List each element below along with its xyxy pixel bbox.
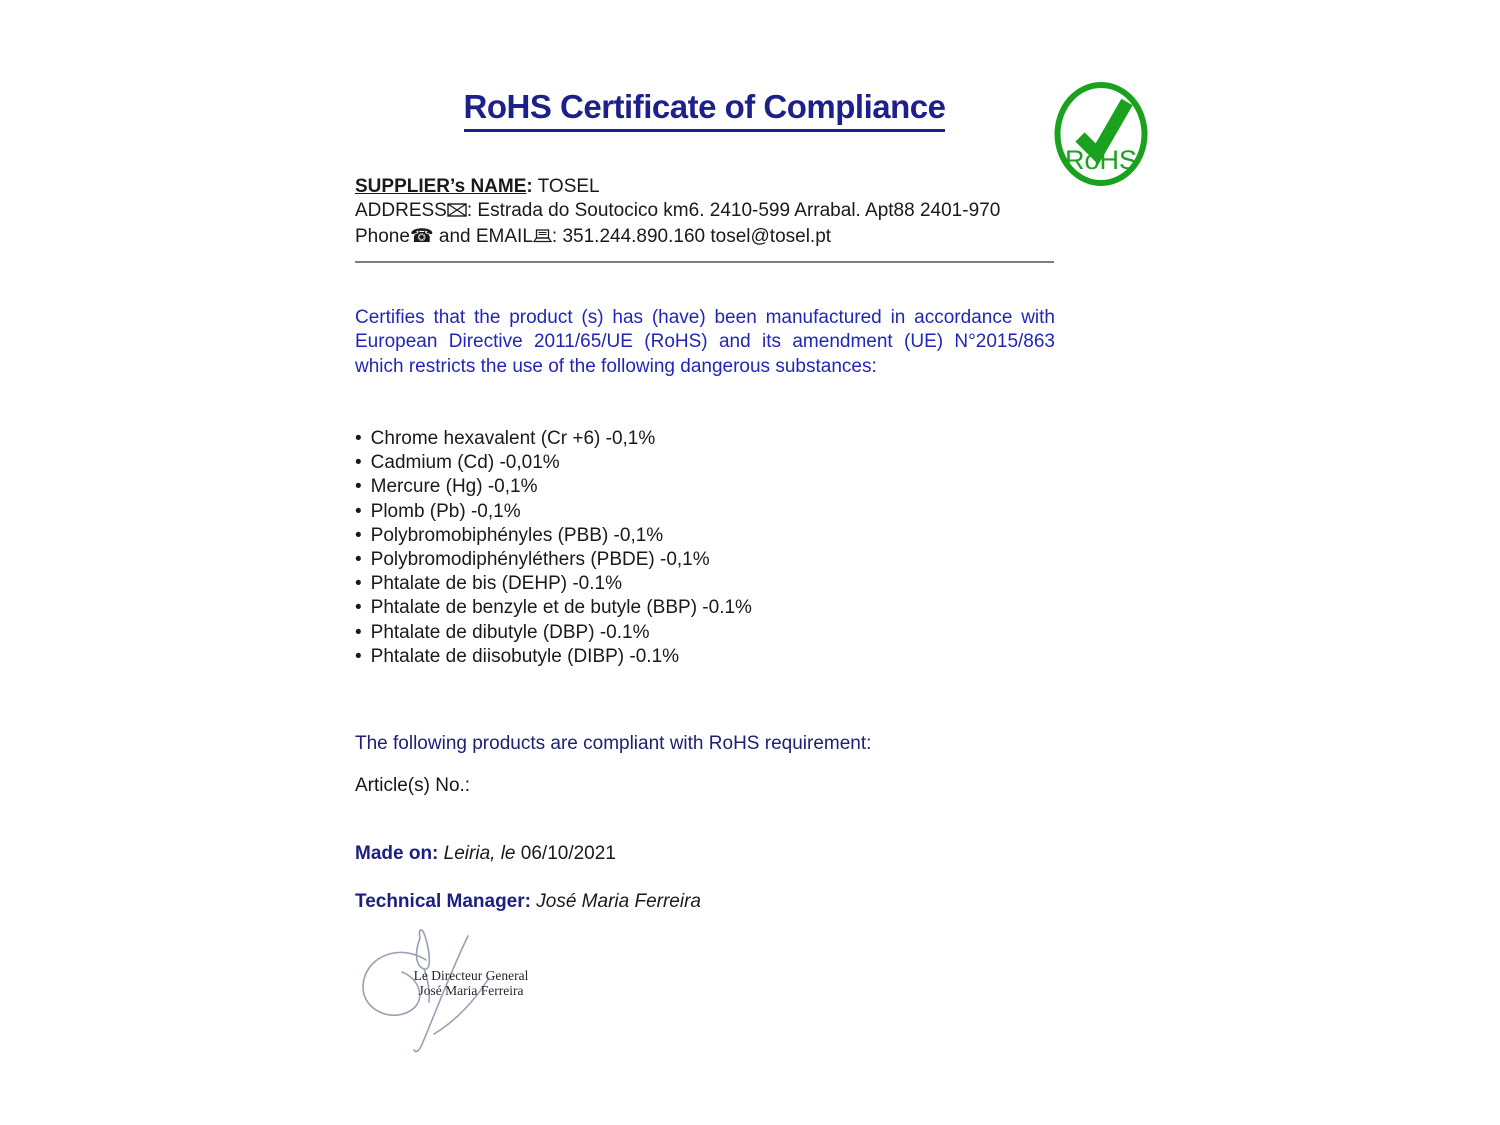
substance-item-text: Polybromobiphényles (PBB) -0,1% <box>370 524 664 546</box>
substances-list <box>355 427 1055 669</box>
articles-label: Article(s) No.: <box>355 775 471 796</box>
technical-manager-name: José Maria Ferreira <box>530 891 701 912</box>
substance-item <box>355 475 1055 499</box>
made-on-place: Leiria, le <box>438 843 516 864</box>
signature-line2: José Maria Ferreira <box>418 983 524 998</box>
substance-item-text: Phtalate de bis (DEHP) -0.1% <box>370 573 622 595</box>
substance-item <box>355 524 1055 548</box>
substance-item <box>355 596 1055 620</box>
supplier-name-label: SUPPLIER’s NAME <box>355 176 527 197</box>
page-title: RoHS Certificate of Compliance <box>464 88 946 132</box>
rohs-logo-label: RoHS <box>1064 145 1138 175</box>
substance-item <box>355 500 1055 524</box>
telephone-icon: ☎ <box>409 225 434 247</box>
substance-item-text: Plomb (Pb) -0,1% <box>370 500 521 522</box>
made-on-label: Made on: <box>355 843 439 864</box>
technical-manager-label: Technical Manager: <box>355 891 531 912</box>
title-block <box>355 88 1054 132</box>
compliance-statement: The following products are compliant with RoHS requirement: <box>355 733 872 754</box>
substance-item <box>355 548 1055 572</box>
address-value: : Estrada do Soutocico km6. 2410-599 Arrabal. Apt88 2401-970 <box>466 200 1001 221</box>
supplier-name-line <box>355 175 1055 199</box>
supplier-name-colon: : <box>526 176 533 197</box>
computer-icon <box>533 226 552 250</box>
rohs-logo <box>1052 80 1150 188</box>
made-on-date: 06/10/2021 <box>515 843 616 864</box>
signature-line1: Le Directeur General <box>413 968 529 983</box>
envelope-icon <box>447 200 467 224</box>
contact-value: : 351.244.890.160 tosel@tosel.pt <box>551 226 832 247</box>
signature-caption <box>396 968 546 998</box>
substance-item-text: Polybromodiphényléthers (PBDE) -0,1% <box>370 549 710 571</box>
email-label: and EMAIL <box>433 226 533 247</box>
substance-item <box>355 451 1055 475</box>
substance-item <box>355 572 1055 596</box>
substance-item-text: Phtalate de dibutyle (DBP) -0.1% <box>370 621 650 643</box>
substance-item-text: Chrome hexavalent (Cr +6) -0,1% <box>370 428 656 449</box>
signature-block <box>356 922 556 1067</box>
address-label: ADDRESS <box>355 200 447 221</box>
header-divider <box>355 261 1054 263</box>
certification-statement: Certifies that the product (s) has (have) been manufactured in accordance with European Directive 2011/65/UE (RoHS) and its amendment (UE) N°2015/863 which restricts the use of the following dangerous substances: <box>355 307 1055 377</box>
supplier-contact-line <box>355 224 1055 250</box>
rohs-badge-icon <box>1052 80 1150 188</box>
phone-label: Phone <box>355 226 410 247</box>
supplier-block <box>355 175 1055 250</box>
supplier-address-line <box>355 199 1055 224</box>
substance-item <box>355 645 1055 669</box>
made-on-line <box>355 843 1055 865</box>
substance-item-text: Cadmium (Cd) -0,01% <box>370 452 560 474</box>
substance-item <box>355 621 1055 645</box>
substance-item <box>355 427 1055 451</box>
substance-item-text: Mercure (Hg) -0,1% <box>370 476 538 498</box>
supplier-name-value: TOSEL <box>532 176 600 197</box>
technical-manager-line <box>355 891 1055 913</box>
substance-item-text: Phtalate de diisobutyle (DIBP) -0.1% <box>370 645 680 667</box>
substance-item-text: Phtalate de benzyle et de butyle (BBP) -0.1% <box>370 597 752 619</box>
